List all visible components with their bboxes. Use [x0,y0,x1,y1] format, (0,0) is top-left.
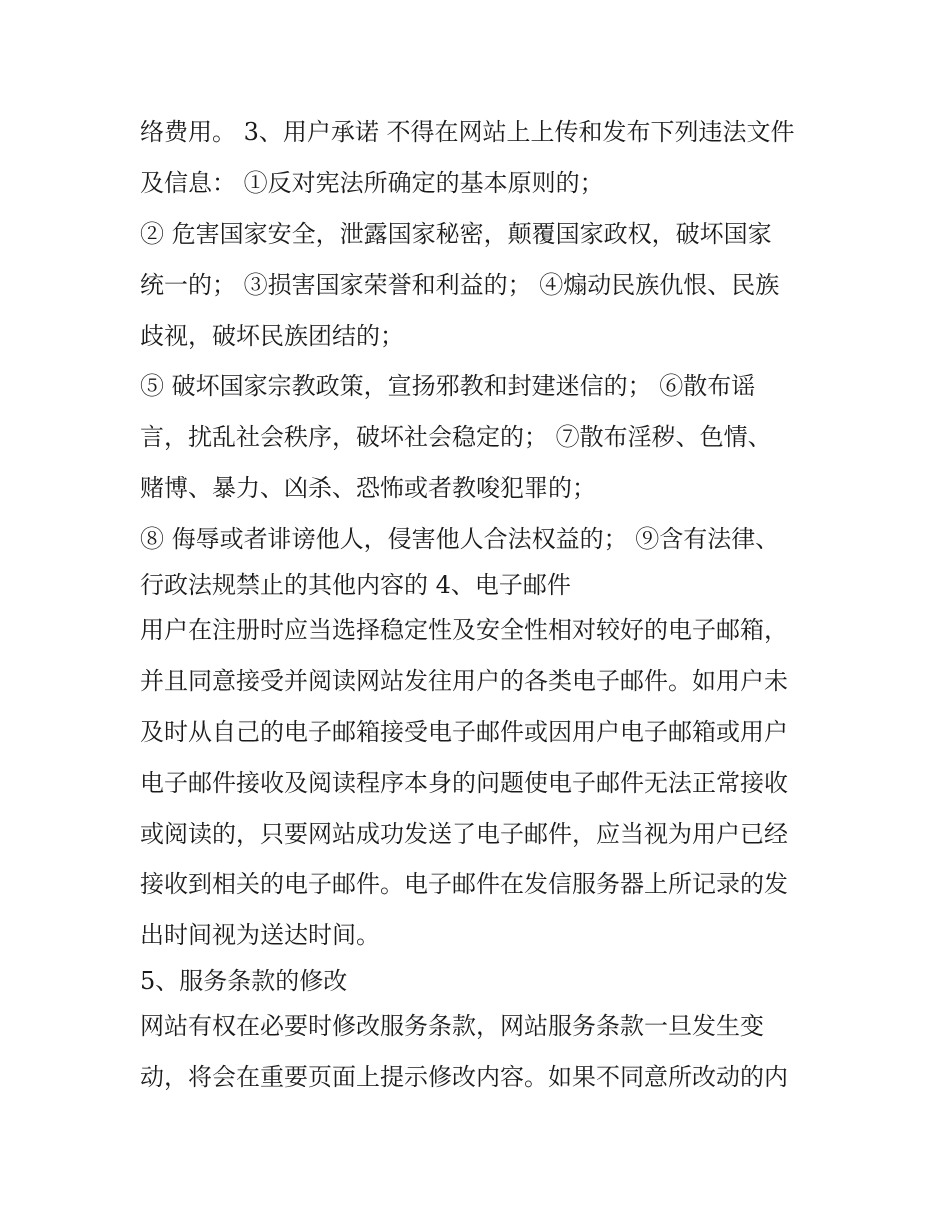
text-line: ⑧ 侮辱或者诽谤他人，侵害他人合法权益的； ⑨含有法律、 [140,525,780,554]
section-heading: 5、服务条款的修改 [140,967,348,996]
text-line: 歧视，破坏民族团结的； [140,321,404,350]
text-line: 电子邮件接收及阅读程序本身的问题使电子邮件无法正常接收 [140,768,788,797]
text-line: 络费用。 3、用户承诺 不得在网站上上传和发布下列违法文件 [140,118,795,146]
text-line: 用户在注册时应当选择稳定性及安全性相对较好的电子邮箱， [140,616,788,645]
text-line: 出时间视为送达时间。 [140,921,380,950]
document-body [140,107,820,1103]
text-line: 动，将会在重要页面上提示修改内容。如果不同意所改动的内 [140,1063,788,1092]
text-line: ⑤ 破坏国家宗教政策，宣扬邪教和封建迷信的； ⑥散布谣 [140,372,756,401]
text-line: 网站有权在必要时修改服务条款，网站服务条款一旦发生变 [140,1012,764,1041]
text-line: 行政法规禁止的其他内容的 4、电子邮件 [140,571,571,600]
text-line: 接收到相关的电子邮件。电子邮件在发信服务器上所记录的发 [140,870,788,899]
text-line: ② 危害国家安全，泄露国家秘密，颠覆国家政权，破坏国家 [140,219,772,248]
text-line: 及时从自己的电子邮箱接受电子邮件或因用户电子邮箱或用户 [140,717,788,746]
text-line: 统一的； ③损害国家荣誉和利益的； ④煽动民族仇恨、民族 [140,270,780,299]
text-line: 及信息： ①反对宪法所确定的基本原则的； [140,168,604,197]
text-line: 赌博、暴力、凶杀、恐怖或者教唆犯罪的； [140,474,596,503]
text-line: 或阅读的，只要网站成功发送了电子邮件，应当视为用户已经 [140,819,788,848]
text-line: 并且同意接受并阅读网站发往用户的各类电子邮件。如用户未 [140,666,788,695]
text-line: 言，扰乱社会秩序，破坏社会稳定的； ⑦散布淫秽、色情、 [140,423,772,452]
